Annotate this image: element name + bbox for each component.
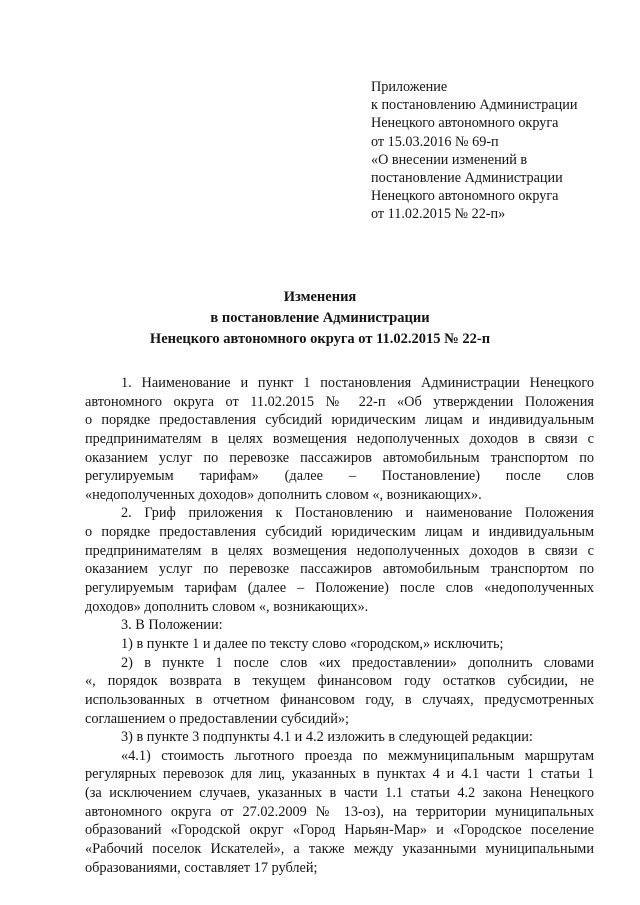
attachment-line: от 11.02.2015 № 22-п»: [371, 206, 506, 223]
body-line: 3. В Положении:: [121, 617, 223, 634]
attachment-line: Ненецкого автономного округа: [371, 188, 559, 205]
attachment-line: Приложение: [371, 79, 448, 95]
attachment-line: к постановлению Администрации: [371, 97, 578, 114]
attachment-header: [371, 78, 577, 224]
attachment-line: «О внесении изменений в: [371, 151, 528, 168]
title-line: в постановление Администрации: [210, 310, 430, 326]
document-title: [0, 287, 640, 350]
body-line: «Рабочий поселок Искателей», а также между указанными муниципальными: [85, 841, 594, 858]
body-line: предпринимателям в целях возмещения недополученных доходов в связи с: [85, 542, 594, 559]
attachment-line: Ненецкого автономного округа: [371, 115, 559, 132]
body-line: регулируемым тарифам» (далее – Постановление) после слов: [85, 468, 594, 485]
body-line: о порядке предоставления субсидий юридическим лицам и индивидуальным: [85, 412, 594, 429]
attachment-line: постановление Администрации: [371, 169, 563, 186]
body-line: 1. Наименование и пункт 1 постановления Администрации Ненецкого: [121, 375, 594, 391]
body-line: о порядке предоставления субсидий юридическим лицам и индивидуальным: [85, 524, 594, 541]
body-line: образований «Городской округ «Город Нарьян-Мар» и «Городское поселение: [85, 822, 594, 839]
body-line: 2) в пункте 1 после слов «их предоставлении» дополнить словами: [121, 654, 594, 671]
body-line: 1) в пункте 1 и далее по тексту слово «городском,» исключить;: [121, 635, 504, 652]
body-line: автономного округа от 11.02.2015 № 22-п «Об утверждении Положения: [85, 393, 594, 410]
body-line: доходов» дополнить словом «, возникающих».: [85, 598, 369, 615]
body-line: 3) в пункте 3 подпункты 4.1 и 4.2 изложить в следующей редакции:: [121, 729, 533, 746]
body-line: оказанием услуг по перевозке пассажиров автомобильным транспортом по: [85, 561, 594, 578]
body-line: «, порядок возврата в текущем финансовом году остатков субсидии, не: [85, 673, 594, 690]
body-line: «4.1) стоимость льготного проезда по межмуниципальным маршрутам: [121, 747, 594, 764]
body-line: образованиями, составляет 17 рублей;: [85, 859, 318, 876]
body-line: «недополученных доходов» дополнить словом «, возникающих».: [85, 486, 482, 503]
title-line: Изменения: [283, 289, 357, 305]
body-line: оказанием услуг по перевозке пассажиров автомобильным транспортом по: [85, 449, 594, 466]
body-line: использованных в отчетном финансовом году, в случаях, предусмотренных: [85, 691, 594, 708]
body-line: регулярных перевозок для лиц, указанных в пунктах 4 и 4.1 части 1 статьи 1: [85, 766, 594, 783]
body-line: соглашением о предоставлении субсидий»;: [85, 710, 349, 727]
body-line: предпринимателям в целях возмещения недополученных доходов в связи с: [85, 430, 594, 447]
attachment-line: от 15.03.2016 № 69-п: [371, 133, 499, 150]
body-line: регулируемым тарифам (далее – Положение) после слов «недополученных: [85, 580, 594, 597]
body-line: 2. Гриф приложения к Постановлению и наименование Положения: [121, 505, 594, 522]
title-line: Ненецкого автономного округа от 11.02.2015 № 22-п: [149, 331, 491, 347]
document-body: [85, 374, 594, 877]
body-line: автономного округа от 27.02.2009 № 13-оз), на территории муниципальных: [85, 803, 594, 820]
body-line: (за исключением случаев, указанных в части 1.1 статьи 4.2 закона Ненецкого: [85, 785, 594, 802]
